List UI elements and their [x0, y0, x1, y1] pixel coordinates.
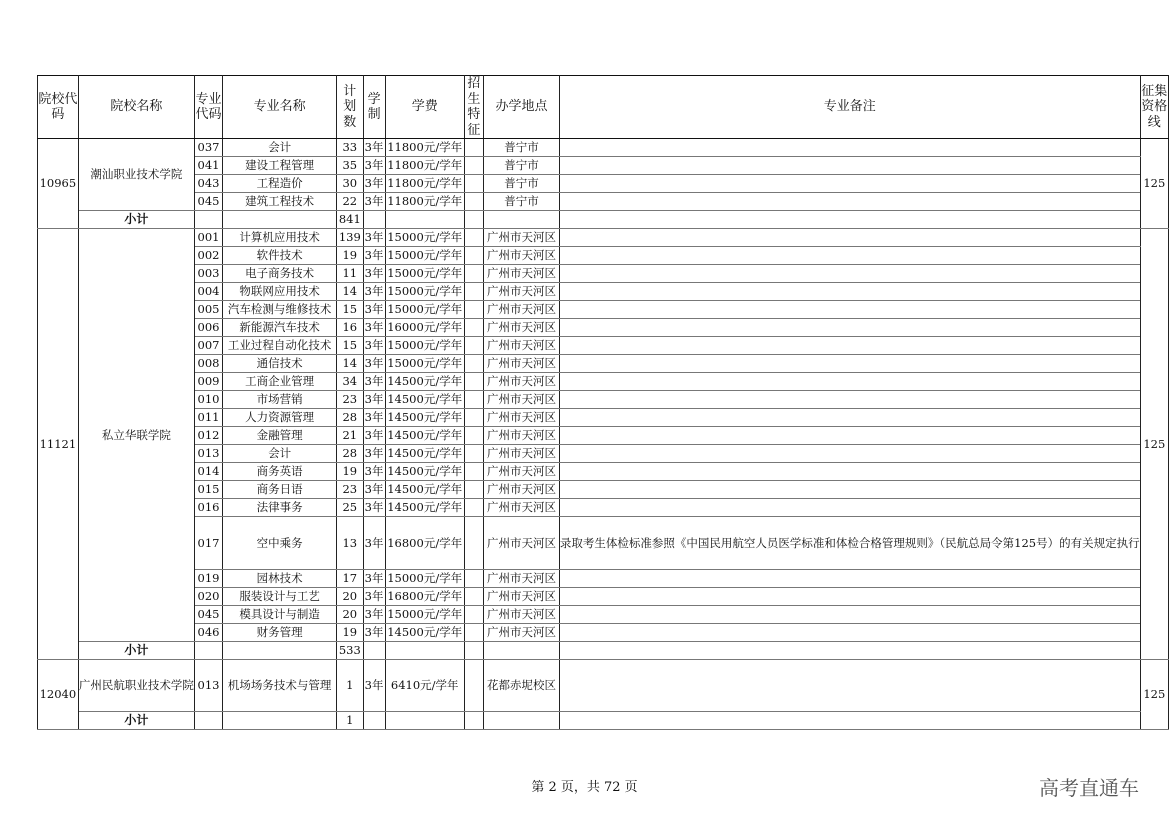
- feature-cell: [464, 463, 483, 481]
- major-code-cell: 011: [194, 409, 222, 427]
- location-cell: 广州市天河区: [484, 337, 560, 355]
- subtotal-empty-code: [194, 712, 222, 730]
- tuition-cell: 16800元/学年: [385, 588, 464, 606]
- tuition-cell: 14500元/学年: [385, 499, 464, 517]
- location-cell: 广州市天河区: [484, 481, 560, 499]
- table-row: [38, 373, 1169, 391]
- duration-cell: 3年: [363, 319, 385, 337]
- major-code-cell: 007: [194, 337, 222, 355]
- note-cell: [559, 570, 1140, 588]
- major-name-cell: 服装设计与工艺: [223, 588, 337, 606]
- subtotal-empty-location: [484, 642, 560, 660]
- feature-cell: [464, 319, 483, 337]
- table-row: [38, 624, 1169, 642]
- major-name-cell: 软件技术: [223, 247, 337, 265]
- table-row: [38, 157, 1169, 175]
- tuition-cell: 11800元/学年: [385, 175, 464, 193]
- plan-cell: 14: [337, 355, 363, 373]
- table-body: [38, 139, 1169, 730]
- location-cell: 广州市天河区: [484, 391, 560, 409]
- subtotal-empty-duration: [363, 642, 385, 660]
- header-tuition: 学费: [385, 76, 464, 139]
- duration-cell: 3年: [363, 463, 385, 481]
- location-cell: 广州市天河区: [484, 588, 560, 606]
- duration-cell: 3年: [363, 570, 385, 588]
- tuition-cell: 14500元/学年: [385, 409, 464, 427]
- major-name-cell: 商务日语: [223, 481, 337, 499]
- location-cell: 广州市天河区: [484, 247, 560, 265]
- location-cell: 广州市天河区: [484, 427, 560, 445]
- table-row: [38, 193, 1169, 211]
- feature-cell: [464, 265, 483, 283]
- plan-cell: 15: [337, 337, 363, 355]
- feature-cell: [464, 409, 483, 427]
- duration-cell: 3年: [363, 337, 385, 355]
- plan-cell: 34: [337, 373, 363, 391]
- plan-cell: 1: [337, 660, 363, 712]
- major-name-cell: 法律事务: [223, 499, 337, 517]
- feature-cell: [464, 391, 483, 409]
- tuition-cell: 15000元/学年: [385, 606, 464, 624]
- major-name-cell: 电子商务技术: [223, 265, 337, 283]
- note-cell: [559, 319, 1140, 337]
- table-row: [38, 175, 1169, 193]
- tuition-cell: 15000元/学年: [385, 265, 464, 283]
- major-name-cell: 建设工程管理: [223, 157, 337, 175]
- header-score-line: 征集资格线: [1140, 76, 1168, 139]
- note-cell: [559, 481, 1140, 499]
- subtotal-label: 小计: [78, 211, 194, 229]
- subtotal-label: 小计: [78, 642, 194, 660]
- plan-cell: 11: [337, 265, 363, 283]
- major-code-cell: 020: [194, 588, 222, 606]
- subtotal-row: [38, 211, 1169, 229]
- feature-cell: [464, 499, 483, 517]
- location-cell: 普宁市: [484, 193, 560, 211]
- table-row: [38, 570, 1169, 588]
- major-name-cell: 工程造价: [223, 175, 337, 193]
- tuition-cell: 11800元/学年: [385, 139, 464, 157]
- subtotal-empty-name: [223, 642, 337, 660]
- plan-cell: 21: [337, 427, 363, 445]
- duration-cell: 3年: [363, 229, 385, 247]
- duration-cell: 3年: [363, 265, 385, 283]
- table-row: [38, 355, 1169, 373]
- location-cell: 广州市天河区: [484, 570, 560, 588]
- table-row: [38, 517, 1169, 570]
- header-feature: 招生特征: [464, 76, 483, 139]
- major-name-cell: 会计: [223, 445, 337, 463]
- plan-cell: 30: [337, 175, 363, 193]
- table-row: [38, 481, 1169, 499]
- header-major-code: 专业代码: [194, 76, 222, 139]
- tuition-cell: 14500元/学年: [385, 481, 464, 499]
- feature-cell: [464, 175, 483, 193]
- tuition-cell: 11800元/学年: [385, 157, 464, 175]
- note-cell: [559, 445, 1140, 463]
- duration-cell: 3年: [363, 391, 385, 409]
- subtotal-empty-location: [484, 211, 560, 229]
- plan-cell: 14: [337, 283, 363, 301]
- duration-cell: 3年: [363, 624, 385, 642]
- major-code-cell: 045: [194, 193, 222, 211]
- location-cell: 广州市天河区: [484, 229, 560, 247]
- school-name-cell: 广州民航职业技术学院: [78, 660, 194, 712]
- major-name-cell: 汽车检测与维修技术: [223, 301, 337, 319]
- feature-cell: [464, 139, 483, 157]
- major-code-cell: 019: [194, 570, 222, 588]
- major-code-cell: 009: [194, 373, 222, 391]
- plan-cell: 20: [337, 588, 363, 606]
- watermark: 高考直通车: [1039, 776, 1139, 800]
- location-cell: 广州市天河区: [484, 445, 560, 463]
- table-row: [38, 499, 1169, 517]
- plan-cell: 139: [337, 229, 363, 247]
- feature-cell: [464, 624, 483, 642]
- subtotal-empty-tuition: [385, 642, 464, 660]
- tuition-cell: 15000元/学年: [385, 337, 464, 355]
- subtotal-empty-note: [559, 642, 1140, 660]
- location-cell: 广州市天河区: [484, 301, 560, 319]
- header-plan: 计划数: [337, 76, 363, 139]
- tuition-cell: 14500元/学年: [385, 624, 464, 642]
- major-name-cell: 机场场务技术与管理: [223, 660, 337, 712]
- major-code-cell: 014: [194, 463, 222, 481]
- subtotal-empty-duration: [363, 712, 385, 730]
- feature-cell: [464, 445, 483, 463]
- feature-cell: [464, 157, 483, 175]
- note-cell: 录取考生体检标准参照《中国民用航空人员医学标准和体检合格管理规则》（民航总局令第125号）的有关规定执行: [559, 517, 1140, 570]
- feature-cell: [464, 193, 483, 211]
- major-code-cell: 004: [194, 283, 222, 301]
- note-cell: [559, 175, 1140, 193]
- duration-cell: 3年: [363, 660, 385, 712]
- note-cell: [559, 157, 1140, 175]
- plan-cell: 33: [337, 139, 363, 157]
- table-row: [38, 445, 1169, 463]
- tuition-cell: 14500元/学年: [385, 373, 464, 391]
- plan-cell: 20: [337, 606, 363, 624]
- duration-cell: 3年: [363, 499, 385, 517]
- school-name-cell: 潮汕职业技术学院: [78, 139, 194, 211]
- plan-cell: 22: [337, 193, 363, 211]
- major-code-cell: 008: [194, 355, 222, 373]
- subtotal-value: 533: [337, 642, 363, 660]
- major-code-cell: 015: [194, 481, 222, 499]
- duration-cell: 3年: [363, 301, 385, 319]
- location-cell: 花都赤坭校区: [484, 660, 560, 712]
- table-row: [38, 247, 1169, 265]
- table-row: [38, 588, 1169, 606]
- tuition-cell: 15000元/学年: [385, 247, 464, 265]
- duration-cell: 3年: [363, 283, 385, 301]
- plan-cell: 28: [337, 409, 363, 427]
- duration-cell: 3年: [363, 445, 385, 463]
- table-row: [38, 319, 1169, 337]
- major-code-cell: 013: [194, 660, 222, 712]
- major-code-cell: 045: [194, 606, 222, 624]
- subtotal-value: 841: [337, 211, 363, 229]
- plan-cell: 35: [337, 157, 363, 175]
- feature-cell: [464, 606, 483, 624]
- subtotal-empty-note: [559, 712, 1140, 730]
- subtotal-label: 小计: [78, 712, 194, 730]
- note-cell: [559, 265, 1140, 283]
- table-row: [38, 265, 1169, 283]
- feature-cell: [464, 229, 483, 247]
- major-code-cell: 001: [194, 229, 222, 247]
- major-code-cell: 041: [194, 157, 222, 175]
- subtotal-empty-feature: [464, 211, 483, 229]
- major-name-cell: 商务英语: [223, 463, 337, 481]
- duration-cell: 3年: [363, 373, 385, 391]
- note-cell: [559, 606, 1140, 624]
- table-row: [38, 463, 1169, 481]
- major-name-cell: 模具设计与制造: [223, 606, 337, 624]
- note-cell: [559, 499, 1140, 517]
- score-line-cell: 125: [1140, 139, 1168, 229]
- school-name-cell: 私立华联学院: [78, 229, 194, 642]
- plan-cell: 16: [337, 319, 363, 337]
- table-row: [38, 337, 1169, 355]
- major-name-cell: 人力资源管理: [223, 409, 337, 427]
- location-cell: 普宁市: [484, 175, 560, 193]
- plan-cell: 25: [337, 499, 363, 517]
- tuition-cell: 14500元/学年: [385, 463, 464, 481]
- location-cell: 广州市天河区: [484, 319, 560, 337]
- table-row: [38, 660, 1169, 712]
- location-cell: 普宁市: [484, 139, 560, 157]
- subtotal-empty-note: [559, 211, 1140, 229]
- subtotal-empty-tuition: [385, 712, 464, 730]
- major-name-cell: 工商企业管理: [223, 373, 337, 391]
- note-cell: [559, 229, 1140, 247]
- major-name-cell: 财务管理: [223, 624, 337, 642]
- subtotal-empty-feature: [464, 642, 483, 660]
- tuition-cell: 16800元/学年: [385, 517, 464, 570]
- note-cell: [559, 660, 1140, 712]
- location-cell: 广州市天河区: [484, 624, 560, 642]
- header-school-code: 院校代码: [38, 76, 79, 139]
- duration-cell: 3年: [363, 517, 385, 570]
- plan-cell: 17: [337, 570, 363, 588]
- table-row: [38, 229, 1169, 247]
- school-code-cell: 10965: [38, 139, 79, 229]
- major-name-cell: 建筑工程技术: [223, 193, 337, 211]
- major-name-cell: 计算机应用技术: [223, 229, 337, 247]
- duration-cell: 3年: [363, 193, 385, 211]
- header-row: [38, 76, 1169, 139]
- subtotal-empty-tuition: [385, 211, 464, 229]
- location-cell: 广州市天河区: [484, 265, 560, 283]
- major-name-cell: 金融管理: [223, 427, 337, 445]
- major-code-cell: 016: [194, 499, 222, 517]
- score-line-cell: 125: [1140, 660, 1168, 730]
- header-duration: 学制: [363, 76, 385, 139]
- duration-cell: 3年: [363, 588, 385, 606]
- plan-cell: 28: [337, 445, 363, 463]
- subtotal-row: [38, 712, 1169, 730]
- major-code-cell: 012: [194, 427, 222, 445]
- major-code-cell: 006: [194, 319, 222, 337]
- subtotal-empty-duration: [363, 211, 385, 229]
- major-code-cell: 002: [194, 247, 222, 265]
- plan-cell: 13: [337, 517, 363, 570]
- feature-cell: [464, 373, 483, 391]
- duration-cell: 3年: [363, 355, 385, 373]
- major-name-cell: 新能源汽车技术: [223, 319, 337, 337]
- tuition-cell: 14500元/学年: [385, 391, 464, 409]
- admission-plan-table: [37, 75, 1169, 730]
- tuition-cell: 14500元/学年: [385, 445, 464, 463]
- location-cell: 广州市天河区: [484, 517, 560, 570]
- score-line-cell: 125: [1140, 229, 1168, 660]
- note-cell: [559, 463, 1140, 481]
- duration-cell: 3年: [363, 139, 385, 157]
- note-cell: [559, 624, 1140, 642]
- major-code-cell: 037: [194, 139, 222, 157]
- subtotal-empty-location: [484, 712, 560, 730]
- feature-cell: [464, 355, 483, 373]
- school-code-cell: 12040: [38, 660, 79, 730]
- header-note: 专业备注: [559, 76, 1140, 139]
- duration-cell: 3年: [363, 606, 385, 624]
- major-name-cell: 空中乘务: [223, 517, 337, 570]
- major-code-cell: 017: [194, 517, 222, 570]
- note-cell: [559, 193, 1140, 211]
- location-cell: 广州市天河区: [484, 355, 560, 373]
- note-cell: [559, 139, 1140, 157]
- tuition-cell: 15000元/学年: [385, 229, 464, 247]
- tuition-cell: 15000元/学年: [385, 283, 464, 301]
- note-cell: [559, 409, 1140, 427]
- header-major-name: 专业名称: [223, 76, 337, 139]
- note-cell: [559, 427, 1140, 445]
- location-cell: 广州市天河区: [484, 373, 560, 391]
- major-name-cell: 工业过程自动化技术: [223, 337, 337, 355]
- table-row: [38, 301, 1169, 319]
- note-cell: [559, 373, 1140, 391]
- feature-cell: [464, 247, 483, 265]
- note-cell: [559, 588, 1140, 606]
- tuition-cell: 15000元/学年: [385, 301, 464, 319]
- major-code-cell: 003: [194, 265, 222, 283]
- feature-cell: [464, 427, 483, 445]
- subtotal-empty-name: [223, 712, 337, 730]
- subtotal-empty-code: [194, 211, 222, 229]
- duration-cell: 3年: [363, 247, 385, 265]
- table-row: [38, 409, 1169, 427]
- tuition-cell: 14500元/学年: [385, 427, 464, 445]
- note-cell: [559, 391, 1140, 409]
- major-name-cell: 市场营销: [223, 391, 337, 409]
- plan-cell: 23: [337, 481, 363, 499]
- tuition-cell: 15000元/学年: [385, 355, 464, 373]
- feature-cell: [464, 481, 483, 499]
- plan-cell: 19: [337, 247, 363, 265]
- tuition-cell: 11800元/学年: [385, 193, 464, 211]
- major-code-cell: 043: [194, 175, 222, 193]
- major-code-cell: 010: [194, 391, 222, 409]
- tuition-cell: 16000元/学年: [385, 319, 464, 337]
- duration-cell: 3年: [363, 481, 385, 499]
- location-cell: 广州市天河区: [484, 606, 560, 624]
- subtotal-empty-feature: [464, 712, 483, 730]
- location-cell: 普宁市: [484, 157, 560, 175]
- table-row: [38, 427, 1169, 445]
- note-cell: [559, 355, 1140, 373]
- note-cell: [559, 337, 1140, 355]
- tuition-cell: 6410元/学年: [385, 660, 464, 712]
- page-footer: 第 2 页，共 72 页: [531, 780, 638, 795]
- school-code-cell: 11121: [38, 229, 79, 660]
- location-cell: 广州市天河区: [484, 463, 560, 481]
- major-code-cell: 046: [194, 624, 222, 642]
- subtotal-empty-name: [223, 211, 337, 229]
- header-school-name: 院校名称: [78, 76, 194, 139]
- duration-cell: 3年: [363, 175, 385, 193]
- major-name-cell: 物联网应用技术: [223, 283, 337, 301]
- feature-cell: [464, 660, 483, 712]
- location-cell: 广州市天河区: [484, 409, 560, 427]
- major-name-cell: 园林技术: [223, 570, 337, 588]
- tuition-cell: 15000元/学年: [385, 570, 464, 588]
- location-cell: 广州市天河区: [484, 499, 560, 517]
- subtotal-row: [38, 642, 1169, 660]
- feature-cell: [464, 588, 483, 606]
- major-name-cell: 通信技术: [223, 355, 337, 373]
- subtotal-empty-code: [194, 642, 222, 660]
- feature-cell: [464, 570, 483, 588]
- duration-cell: 3年: [363, 409, 385, 427]
- major-name-cell: 会计: [223, 139, 337, 157]
- plan-cell: 23: [337, 391, 363, 409]
- duration-cell: 3年: [363, 427, 385, 445]
- note-cell: [559, 247, 1140, 265]
- table-row: [38, 139, 1169, 157]
- duration-cell: 3年: [363, 157, 385, 175]
- major-code-cell: 013: [194, 445, 222, 463]
- plan-cell: 19: [337, 463, 363, 481]
- major-code-cell: 005: [194, 301, 222, 319]
- note-cell: [559, 301, 1140, 319]
- plan-cell: 15: [337, 301, 363, 319]
- table-row: [38, 391, 1169, 409]
- feature-cell: [464, 517, 483, 570]
- location-cell: 广州市天河区: [484, 283, 560, 301]
- table-row: [38, 283, 1169, 301]
- header-location: 办学地点: [484, 76, 560, 139]
- feature-cell: [464, 283, 483, 301]
- feature-cell: [464, 301, 483, 319]
- plan-cell: 19: [337, 624, 363, 642]
- subtotal-value: 1: [337, 712, 363, 730]
- feature-cell: [464, 337, 483, 355]
- note-cell: [559, 283, 1140, 301]
- table-row: [38, 606, 1169, 624]
